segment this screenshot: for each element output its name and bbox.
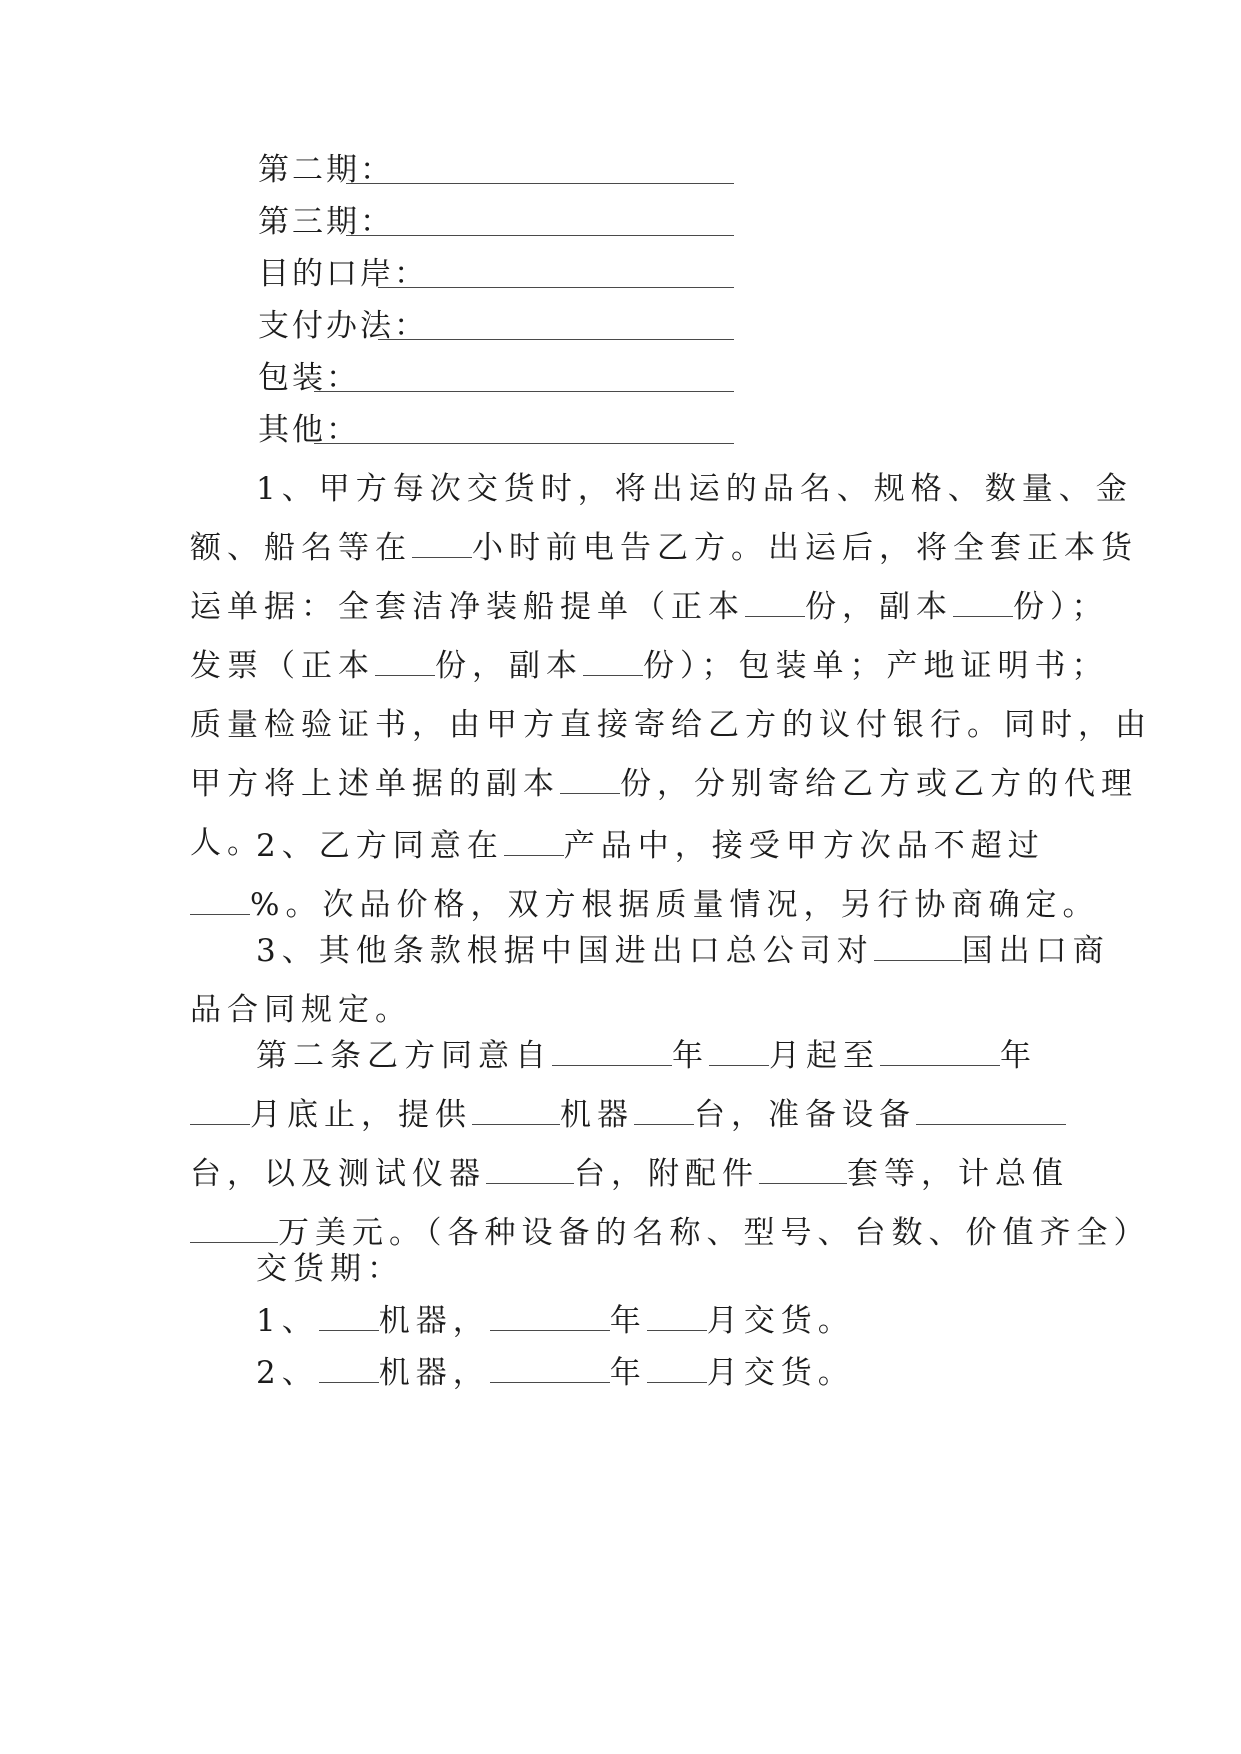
field-other (258, 410, 360, 450)
blank-line (190, 890, 250, 915)
blank-line (412, 533, 472, 558)
blank-line (378, 339, 734, 340)
blank-line (375, 651, 435, 676)
blank-line (916, 1100, 1066, 1125)
field-third-period (258, 202, 394, 242)
blank-line (472, 1100, 560, 1125)
blank-line (504, 831, 564, 856)
text-line: 1、 机器， 年 月交货。 (256, 1303, 855, 1339)
text-line: 运单据：全套洁净装船提单（正本 份，副本 份）； (190, 589, 1109, 625)
field-label: 支付办法： (258, 308, 428, 344)
text-line: 发票（正本 份，副本 份）；包装单；产地证明书； (190, 648, 1109, 684)
text-line: 额、船名等在 小时前电告乙方。出运后，将全套正本货 (190, 530, 1138, 566)
text-line: 第二条乙方同意自 年 月起至 年 (256, 1038, 1037, 1074)
blank-line (346, 183, 734, 184)
text-line: 2、 机器， 年 月交货。 (256, 1355, 855, 1391)
delivery-title: 交货期： (256, 1251, 404, 1287)
text-line: %。次品价格，双方根据质量情况，另行协商确定。 (190, 876, 1050, 935)
blank-line (745, 592, 805, 617)
blank-line (490, 1358, 610, 1383)
text-line: 万美元。（各种设备的名称、型号、台数、价值齐全） (190, 1204, 1050, 1263)
delivery-item (190, 1292, 1050, 1351)
blank-line (552, 1041, 672, 1066)
blank-line (486, 1159, 574, 1184)
field-label: 第三期： (258, 204, 394, 240)
clause-3 (190, 922, 1110, 1040)
blank-line (319, 1358, 379, 1383)
blank-line (319, 1306, 379, 1331)
clause-2 (190, 817, 1100, 935)
blank-line (647, 1358, 707, 1383)
blank-line (314, 391, 734, 392)
blank-line (634, 1100, 694, 1125)
blank-line (874, 936, 962, 961)
field-payment-method (258, 306, 428, 346)
article-2 (190, 1027, 1151, 1263)
text-line: 1、甲方每次交货时，将出运的品名、规格、数量、金 (256, 471, 1133, 507)
text-line: 台，以及测试仪器 台，附配件 套等，计总值 (190, 1156, 1069, 1192)
blank-line (953, 592, 1013, 617)
text-line: 品合同规定。 (190, 992, 412, 1028)
blank-line (647, 1306, 707, 1331)
blank-line (709, 1041, 769, 1066)
blank-line (880, 1041, 1000, 1066)
field-label: 目的口岸： (258, 256, 428, 292)
blank-line (759, 1159, 847, 1184)
blank-line (190, 1100, 250, 1125)
field-label: 其他： (258, 412, 360, 448)
blank-line (583, 651, 643, 676)
clause-1 (190, 460, 1152, 873)
text-line: 质量检验证书，由甲方直接寄给乙方的议付银行。同时，由 (190, 707, 1152, 743)
text-line: 2、乙方同意在 产品中，接受甲方次品不超过 (256, 828, 1045, 864)
field-label: 第二期： (258, 152, 394, 188)
blank-line (560, 769, 620, 794)
blank-line (346, 235, 734, 236)
field-packaging (258, 358, 360, 398)
blank-line (490, 1306, 610, 1331)
text-line: 甲方将上述单据的副本 份，分别寄给乙方或乙方的代理 (190, 766, 1138, 802)
text-line: 月底止，提供 机器 台，准备设备 (190, 1086, 1050, 1145)
text-line: 人。 (190, 825, 264, 861)
delivery-item (190, 1344, 1050, 1403)
delivery-section (190, 1240, 1050, 1299)
text-line: 3、其他条款根据中国进出口总公司对 国出口商 (256, 933, 1110, 969)
blank-line (378, 287, 734, 288)
field-label: 包装： (258, 360, 360, 396)
field-second-period (258, 150, 394, 190)
blank-line (314, 443, 734, 444)
field-destination-port (258, 254, 428, 294)
